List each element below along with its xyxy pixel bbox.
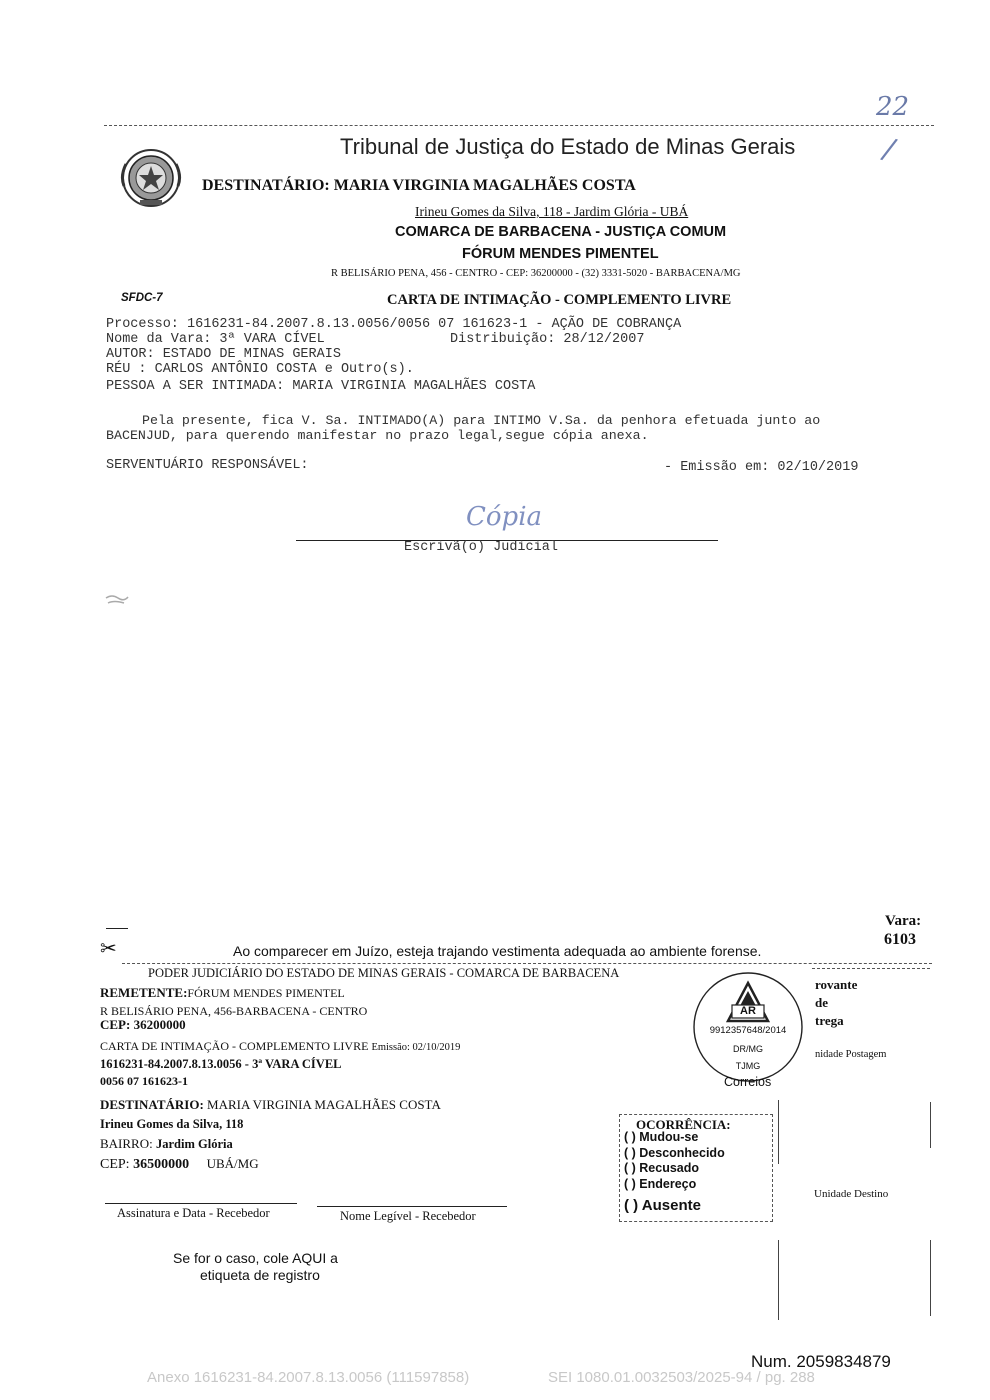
recipient-prefix: DESTINATÁRIO: — [202, 177, 330, 194]
ar-code: 9912357648/2014 — [709, 1025, 787, 1036]
remetente-cep-label: CEP: — [100, 1017, 131, 1032]
author-line: AUTOR: ESTADO DE MINAS GERAIS — [106, 347, 341, 362]
person-line: PESSOA A SER INTIMADA: MARIA VIRGINIA MAGALHÃES COSTA — [106, 379, 536, 394]
remetente-line — [100, 985, 345, 1001]
process-line: Processo: 1616231-84.2007.8.13.0056/0056 07 161623-1 - AÇÃO DE COBRANÇA — [106, 317, 682, 332]
top-cut-line — [104, 125, 934, 126]
right-text-3: trega — [815, 1013, 844, 1028]
unidade-destino: Unidade Destino — [814, 1188, 889, 1200]
ar-stamp — [692, 971, 804, 1083]
form-cut-line — [122, 963, 932, 964]
right-sep-1 — [778, 1100, 779, 1164]
unidade-postagem: nidade Postagem — [815, 1049, 887, 1060]
process-line-ar: 1616231-84.2007.8.13.0056 - 3ª VARA CÍVEL — [100, 1057, 342, 1071]
remetente-label: REMETENTE: — [100, 985, 188, 1000]
document-title: CARTA DE INTIMAÇÃO - COMPLEMENTO LIVRE — [387, 292, 732, 308]
bairro-label: BAIRRO: — [100, 1136, 153, 1151]
right-sep-2 — [930, 1102, 931, 1148]
label-hint-1: Se for o caso, cole AQUI a — [173, 1250, 338, 1266]
ocorrencia-option-desconhecido[interactable]: ( ) Desconhecido — [624, 1146, 725, 1160]
right-sep-4 — [930, 1240, 931, 1316]
court-name: Tribunal de Justiça do Estado de Minas Gerais — [340, 134, 796, 159]
emission-line: - Emissão em: 02/10/2019 — [664, 460, 859, 475]
form-code: SFDC-7 — [121, 292, 163, 304]
right-text-1: rovante — [815, 977, 858, 992]
footer-annex: Anexo 1616231-84.2007.8.13.0056 (111597858) — [147, 1369, 470, 1386]
dest-cep-line — [100, 1156, 259, 1173]
dest-address: Irineu Gomes da Silva, 118 — [100, 1117, 244, 1131]
comarca-title: COMARCA DE BARBACENA - JUSTIÇA COMUM — [395, 224, 727, 240]
margin-dash — [106, 928, 128, 929]
ar-carrier: Correios — [724, 1075, 772, 1089]
ocorrencia-box — [619, 1114, 773, 1222]
destinatario-value: MARIA VIRGINIA MAGALHÃES COSTA — [207, 1097, 441, 1112]
vara-label: Vara: — [885, 913, 922, 929]
body-line-2: BACENJUD, para querendo manifestar no prazo legal,segue cópia anexa. — [106, 428, 649, 443]
handwritten-stamp: Cópia — [466, 502, 543, 532]
signature-label: Escrivã(o) Judicial — [404, 540, 558, 555]
recipient-line — [202, 177, 636, 195]
dest-cep-label: CEP: — [100, 1157, 130, 1172]
ocorrencia-option-recusado[interactable]: ( ) Recusado — [624, 1161, 700, 1175]
remetente-cep-value: 36200000 — [133, 1017, 186, 1032]
right-text-2: de — [815, 995, 828, 1010]
ar-mark-text: AR — [740, 1005, 756, 1017]
process-number-ar: 0056 07 161623-1 — [100, 1074, 188, 1088]
dest-cep-value: 36500000 — [133, 1157, 190, 1172]
ar-dr: DR/MG — [733, 1044, 763, 1054]
sig-label-2: Nome Legível - Recebedor — [340, 1209, 476, 1223]
vara-line: Nome da Vara: 3ª VARA CÍVEL — [106, 332, 325, 347]
footer-num: Num. 2059834879 — [751, 1352, 891, 1371]
dest-city: UBÁ/MG — [206, 1156, 259, 1171]
forum-address: R BELISÁRIO PENA, 456 - CENTRO - CEP: 36200000 - (32) 3331-5020 - BARBACENA/MG — [331, 268, 741, 279]
handwritten-mark: / — [878, 131, 900, 168]
destinatario-label: DESTINATÁRIO: — [100, 1097, 204, 1112]
body-line-1: Pela presente, fica V. Sa. INTIMADO(A) para INTIMO V.Sa. da penhora efetuada junto ao — [142, 413, 821, 428]
ar-org: TJMG — [735, 1061, 761, 1071]
right-sep-3 — [778, 1240, 779, 1320]
recipient-address: Irineu Gomes da Silva, 118 - Jardim Glória - UBÁ — [415, 204, 689, 219]
carta-line — [100, 1039, 460, 1054]
carta-line-emission: Emissão: 02/10/2019 — [371, 1042, 461, 1053]
label-hint-2: etiqueta de registro — [200, 1267, 320, 1283]
remetente-address: R BELISÁRIO PENA, 456-BARBACENA - CENTRO — [100, 1004, 368, 1018]
destinatario-line-ar — [100, 1097, 441, 1113]
defendant-line: RÉU : CARLOS ANTÔNIO COSTA e Outro(s). — [106, 362, 414, 377]
ocorrencia-title: OCORRÊNCIA: — [636, 1117, 731, 1132]
coat-of-arms-seal — [118, 146, 184, 210]
carta-line-main: CARTA DE INTIMAÇÃO - COMPLEMENTO LIVRE — [100, 1039, 369, 1053]
bairro-value: Jardim Glória — [155, 1137, 233, 1151]
ocorrencia-option-endereco[interactable]: ( ) Endereço — [624, 1177, 697, 1191]
sig-line-2 — [317, 1206, 507, 1207]
poder-line: PODER JUDICIÁRIO DO ESTADO DE MINAS GERAIS - COMARCA DE BARBACENA — [148, 966, 620, 980]
remetente-value: FÓRUM MENDES PIMENTEL — [187, 986, 345, 1000]
attire-notice: Ao comparecer em Juízo, esteja trajando vestimenta adequada ao ambiente forense. — [233, 943, 762, 959]
footer-sei: SEI 1080.01.0032503/2025-94 / pg. 288 — [548, 1369, 815, 1386]
handwritten-page-number: 22 — [876, 92, 910, 122]
responsible-line: SERVENTUÁRIO RESPONSÁVEL: — [106, 458, 309, 473]
distribution-line: Distribuição: 28/12/2007 — [450, 332, 645, 347]
sig-label-1: Assinatura e Data - Recebedor — [117, 1206, 270, 1220]
recipient-name: MARIA VIRGINIA MAGALHÃES COSTA — [333, 177, 636, 194]
bairro-line — [100, 1136, 233, 1152]
scissors-icon: ✂ — [100, 936, 117, 960]
right-cut-line — [812, 968, 930, 969]
remetente-cep — [100, 1017, 186, 1033]
ocorrencia-option-mudou[interactable]: ( ) Mudou-se — [624, 1130, 699, 1144]
scribble-mark — [104, 592, 130, 611]
ocorrencia-option-ausente[interactable]: ( ) Ausente — [624, 1197, 701, 1214]
vara-number: 6103 — [884, 931, 916, 948]
sig-line-1 — [105, 1203, 297, 1204]
forum-title: FÓRUM MENDES PIMENTEL — [462, 246, 659, 262]
